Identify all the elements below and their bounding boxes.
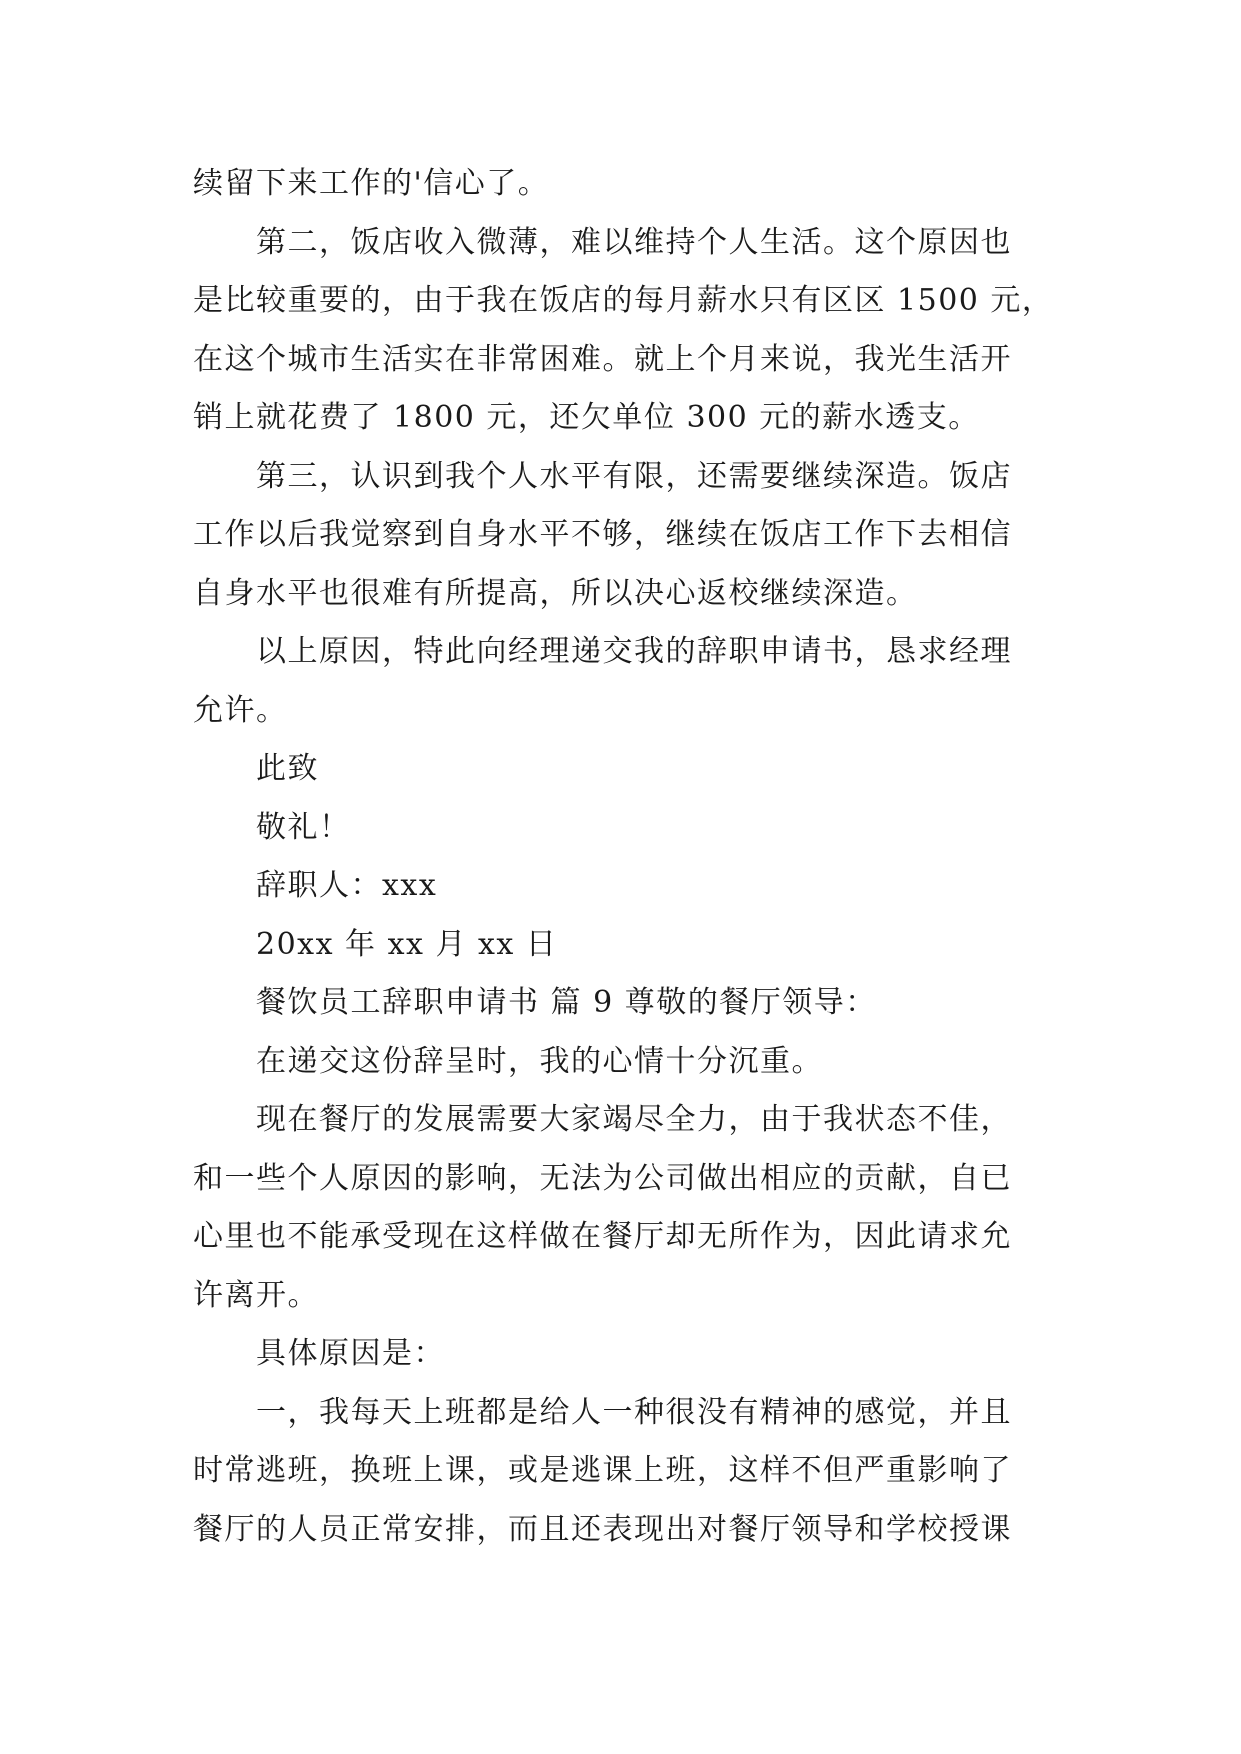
text-line: 时常逃班，换班上课，或是逃课上班，这样不但严重影响了 [193, 1453, 1012, 1488]
text-line: 第二，饭店收入微薄，难以维持个人生活。这个原因也 [256, 224, 1012, 260]
text-line: 餐厅的人员正常安排，而且还表现出对餐厅领导和学校授课 [193, 1511, 1012, 1547]
closing-regards: 敬礼！ [256, 809, 351, 845]
text-line: 续留下来工作的'信心了。 [193, 166, 550, 201]
text-line: 心里也不能承受现在这样做在餐厅却无所作为，因此请求允 [193, 1219, 1012, 1254]
signature-line: 辞职人：xxx [256, 868, 438, 903]
text-line: 和一些个人原因的影响，无法为公司做出相应的贡献，自已 [193, 1160, 1012, 1196]
text-line: 工作以后我觉察到自身水平不够，继续在饭店工作下去相信 [193, 517, 1012, 552]
date-line: 20xx 年 xx 月 xx 日 [256, 926, 558, 962]
text-line: 具体原因是： [256, 1336, 445, 1371]
text-line: 以上原因，特此向经理递交我的辞职申请书，恳求经理 [256, 634, 1012, 669]
text-line: 一，我每天上班都是给人一种很没有精神的感觉，并且 [256, 1394, 1012, 1430]
text-line: 第三，认识到我个人水平有限，还需要继续深造。饭店 [256, 458, 1012, 494]
text-line: 自身水平也很难有所提高，所以决心返校继续深造。 [193, 575, 918, 611]
text-line: 销上就花费了 1800 元，还欠单位 300 元的薪水透支。 [193, 400, 980, 435]
text-line: 现在餐厅的发展需要大家竭尽全力，由于我状态不佳， [256, 1102, 1012, 1137]
text-line: 允许。 [193, 692, 288, 728]
text-line: 是比较重要的，由于我在饭店的每月薪水只有区区 1500 元， [193, 283, 1054, 318]
text-line: 许离开。 [193, 1277, 319, 1313]
text-line: 在递交这份辞呈时，我的心情十分沉重。 [256, 1043, 823, 1079]
text-line: 在这个城市生活实在非常困难。就上个月来说，我光生活开 [193, 341, 1012, 377]
closing-salutation: 此致 [256, 751, 319, 786]
section-heading: 餐饮员工辞职申请书 篇 9 尊敬的餐厅领导： [256, 985, 877, 1020]
document-body [193, 155, 1073, 1559]
